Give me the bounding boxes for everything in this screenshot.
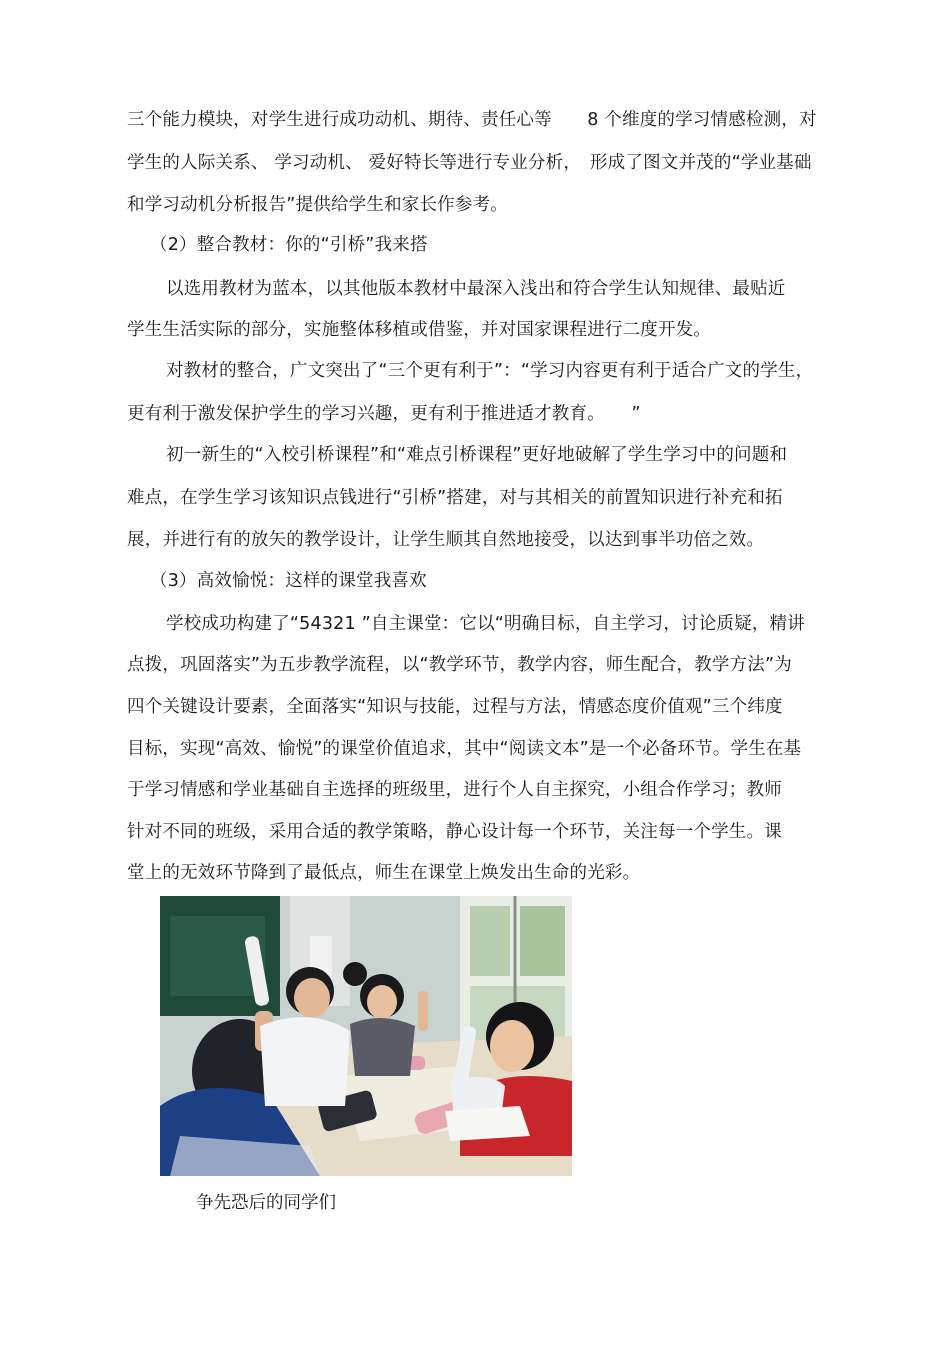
paragraph-line: 目标，实现“高效、愉悦”的课堂价值追求，其中“阅读文本”是一个必备环节。学生在基: [127, 739, 802, 759]
paragraph-line: 展，并进行有的放矢的教学设计，让学生顺其自然地接受，以达到事半功倍之效。: [127, 530, 765, 550]
paragraph-line: 更有利于激发保护学生的学习兴趣，更有利于推进适才教育。 ”: [127, 404, 641, 424]
classroom-photo-illustration: [160, 896, 572, 1176]
paragraph-line: 难点，在学生学习该知识点钱进行“引桥”搭建，对与其相关的前置知识进行补充和拓: [127, 488, 783, 508]
paragraph-line: 对教材的整合，广文突出了“三个更有利于”：“学习内容更有利于适合广文的学生，: [166, 361, 814, 381]
paragraph-line: 于学习情感和学业基础自主选择的班级里，进行个人自主探究，小组合作学习；教师: [127, 780, 782, 800]
paragraph-line: 以选用教材为蓝本，以其他版本教材中最深入浅出和符合学生认知规律、最贴近: [166, 279, 786, 299]
figure-caption: 争先恐后的同学们: [196, 1193, 336, 1213]
paragraph-line: 和学习动机分析报告”提供给学生和家长作参考。: [127, 195, 508, 215]
paragraph-line: 点拨，巩固落实”为五步教学流程，以“教学环节，教学内容，师生配合，教学方法”为: [127, 655, 792, 675]
paragraph-line: 初一新生的“入校引桥课程”和“难点引桥课程”更好地破解了学生学习中的问题和: [166, 445, 788, 465]
paragraph-line: 三个能力模块，对学生进行成功动机、期待、责任心等 8 个维度的学习情感检测，对: [127, 110, 817, 130]
paragraph-line: 堂上的无效环节降到了最低点，师生在课堂上焕发出生命的光彩。: [127, 863, 641, 883]
paragraph-line: 学生生活实际的部分，实施整体移植或借鉴，并对国家课程进行二度开发。: [127, 320, 712, 340]
paragraph-line: 学生的人际关系、 学习动机、 爱好特长等进行专业分析， 形成了图文并茂的“学业基础: [127, 153, 812, 173]
paragraph-line: 针对不同的班级，采用合适的教学策略，静心设计每一个环节，关注每一个学生。课: [127, 822, 782, 842]
section-heading: （3）高效愉悦：这样的课堂我喜欢: [150, 571, 427, 591]
paragraph-line: 学校成功构建了“54321 ”自主课堂：它以“明确目标，自主学习，讨论质疑，精讲: [166, 614, 805, 634]
paragraph-line: 四个关键设计要素，全面落实“知识与技能，过程与方法，情感态度价值观”三个纬度: [127, 697, 783, 717]
classroom-photo: [160, 896, 572, 1176]
section-heading: （2）整合教材：你的“引桥”我来搭: [150, 235, 428, 255]
